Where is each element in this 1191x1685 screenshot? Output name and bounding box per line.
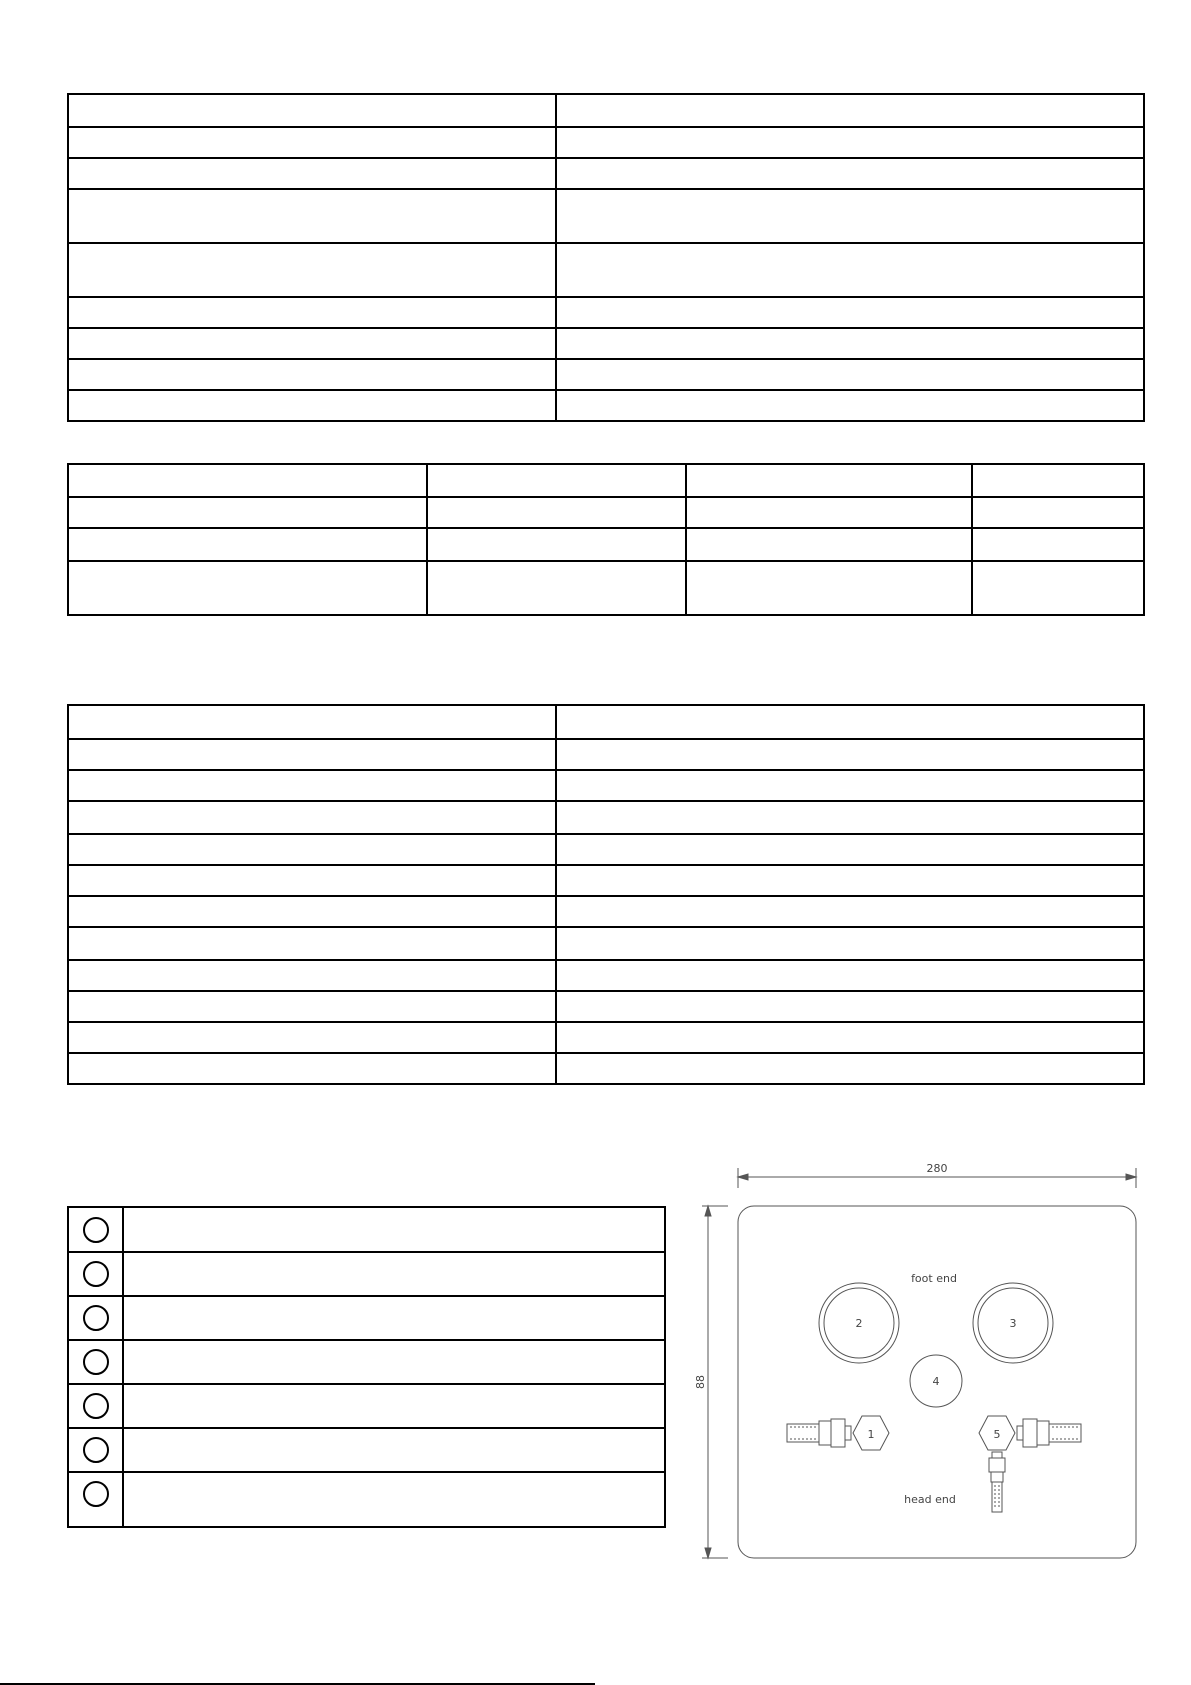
table-cell <box>427 561 686 615</box>
legend-marker-cell <box>68 1428 123 1472</box>
table-cell <box>68 189 556 243</box>
table-cell <box>556 94 1144 127</box>
table-row <box>68 561 1144 615</box>
table-cell <box>556 865 1144 896</box>
table-row <box>68 739 1144 770</box>
table-cell <box>556 297 1144 328</box>
legend-text <box>123 1384 665 1428</box>
circle-marker-icon <box>83 1393 109 1419</box>
table-cell <box>68 705 556 739</box>
table-cell <box>556 801 1144 834</box>
port-legend-table <box>67 1206 666 1528</box>
legend-marker-cell <box>68 1340 123 1384</box>
table-row <box>68 189 1144 243</box>
specification-table-1 <box>67 93 1145 422</box>
legend-marker-cell <box>68 1384 123 1428</box>
table-cell <box>556 1053 1144 1084</box>
arrowhead-icon <box>705 1206 711 1216</box>
legend-row <box>68 1207 665 1252</box>
table-cell <box>68 127 556 158</box>
table-row <box>68 528 1144 561</box>
table-cell <box>68 359 556 390</box>
legend-marker-cell <box>68 1207 123 1252</box>
table-cell <box>68 1053 556 1084</box>
circle-marker-icon <box>83 1217 109 1243</box>
legend-text <box>123 1472 665 1527</box>
table-row <box>68 94 1144 127</box>
table-row <box>68 127 1144 158</box>
height-dimension-label: 88 <box>694 1375 707 1389</box>
legend-row <box>68 1340 665 1384</box>
legend-text <box>123 1340 665 1384</box>
table-cell <box>556 834 1144 865</box>
table-cell <box>686 528 972 561</box>
table-row <box>68 705 1144 739</box>
foot-end-label: foot end <box>911 1272 957 1285</box>
table-cell <box>556 158 1144 189</box>
table-row <box>68 896 1144 927</box>
table-row <box>68 865 1144 896</box>
table-row <box>68 359 1144 390</box>
table-cell <box>427 464 686 497</box>
legend-text <box>123 1296 665 1340</box>
table-cell <box>556 1022 1144 1053</box>
table-cell <box>68 739 556 770</box>
table-row <box>68 1053 1144 1084</box>
table-row <box>68 770 1144 801</box>
head-end-label: head end <box>904 1493 956 1506</box>
table-row <box>68 991 1144 1022</box>
table-cell <box>972 464 1144 497</box>
circle-marker-icon <box>83 1481 109 1507</box>
table-cell <box>68 770 556 801</box>
table-cell <box>972 497 1144 528</box>
table-cell <box>68 528 427 561</box>
table-cell <box>68 464 427 497</box>
table-cell <box>556 896 1144 927</box>
circle-marker-icon <box>83 1305 109 1331</box>
legend-marker-cell <box>68 1252 123 1296</box>
table-cell <box>427 528 686 561</box>
legend-row <box>68 1252 665 1296</box>
table-cell <box>68 1022 556 1053</box>
table-cell <box>68 896 556 927</box>
table-cell <box>972 561 1144 615</box>
table-cell <box>556 960 1144 991</box>
table-cell <box>556 359 1144 390</box>
table-cell <box>556 189 1144 243</box>
circle-marker-icon <box>83 1261 109 1287</box>
table-cell <box>68 801 556 834</box>
table-cell <box>68 390 556 421</box>
table-cell <box>686 464 972 497</box>
table-cell <box>68 834 556 865</box>
table-row <box>68 497 1144 528</box>
table-cell <box>427 497 686 528</box>
port-4-label: 4 <box>932 1375 940 1388</box>
legend-marker-cell <box>68 1472 123 1527</box>
table-cell <box>68 960 556 991</box>
legend-text <box>123 1207 665 1252</box>
arrowhead-icon <box>1126 1174 1136 1180</box>
port-1-label: 1 <box>867 1428 875 1441</box>
table-cell <box>686 561 972 615</box>
legend-marker-cell <box>68 1296 123 1340</box>
legend-row <box>68 1296 665 1340</box>
port-5-label: 5 <box>993 1428 1001 1441</box>
table-cell <box>556 991 1144 1022</box>
circle-marker-icon <box>83 1349 109 1375</box>
table-cell <box>556 770 1144 801</box>
table-row <box>68 927 1144 960</box>
arrowhead-icon <box>738 1174 748 1180</box>
port-3-label: 3 <box>1009 1317 1017 1330</box>
width-dimension-label: 280 <box>926 1162 948 1175</box>
table-row <box>68 328 1144 359</box>
table-cell <box>68 865 556 896</box>
table-cell <box>556 739 1144 770</box>
table-cell <box>686 497 972 528</box>
specification-table-2 <box>67 463 1145 616</box>
table-row <box>68 158 1144 189</box>
table-cell <box>556 390 1144 421</box>
table-row <box>68 834 1144 865</box>
table-row <box>68 801 1144 834</box>
table-cell <box>556 243 1144 297</box>
table-row <box>68 390 1144 421</box>
arrowhead-icon <box>705 1548 711 1558</box>
legend-row <box>68 1472 665 1527</box>
legend-row <box>68 1428 665 1472</box>
legend-row <box>68 1384 665 1428</box>
table-cell <box>68 94 556 127</box>
table-row <box>68 297 1144 328</box>
table-cell <box>68 927 556 960</box>
table-row <box>68 960 1144 991</box>
table-cell <box>556 328 1144 359</box>
table-cell <box>556 705 1144 739</box>
table-cell <box>68 328 556 359</box>
table-cell <box>68 243 556 297</box>
table-row <box>68 243 1144 297</box>
table-cell <box>556 127 1144 158</box>
table-cell <box>68 158 556 189</box>
table-cell <box>68 297 556 328</box>
table-cell <box>68 561 427 615</box>
table-row <box>68 1022 1144 1053</box>
table-cell <box>68 991 556 1022</box>
circle-marker-icon <box>83 1437 109 1463</box>
legend-text <box>123 1252 665 1296</box>
table-cell <box>972 528 1144 561</box>
table-cell <box>68 497 427 528</box>
legend-text <box>123 1428 665 1472</box>
table-row <box>68 464 1144 497</box>
panel-technical-drawing <box>690 1160 1150 1570</box>
specification-table-3 <box>67 704 1145 1085</box>
table-cell <box>556 927 1144 960</box>
port-2-label: 2 <box>855 1317 863 1330</box>
